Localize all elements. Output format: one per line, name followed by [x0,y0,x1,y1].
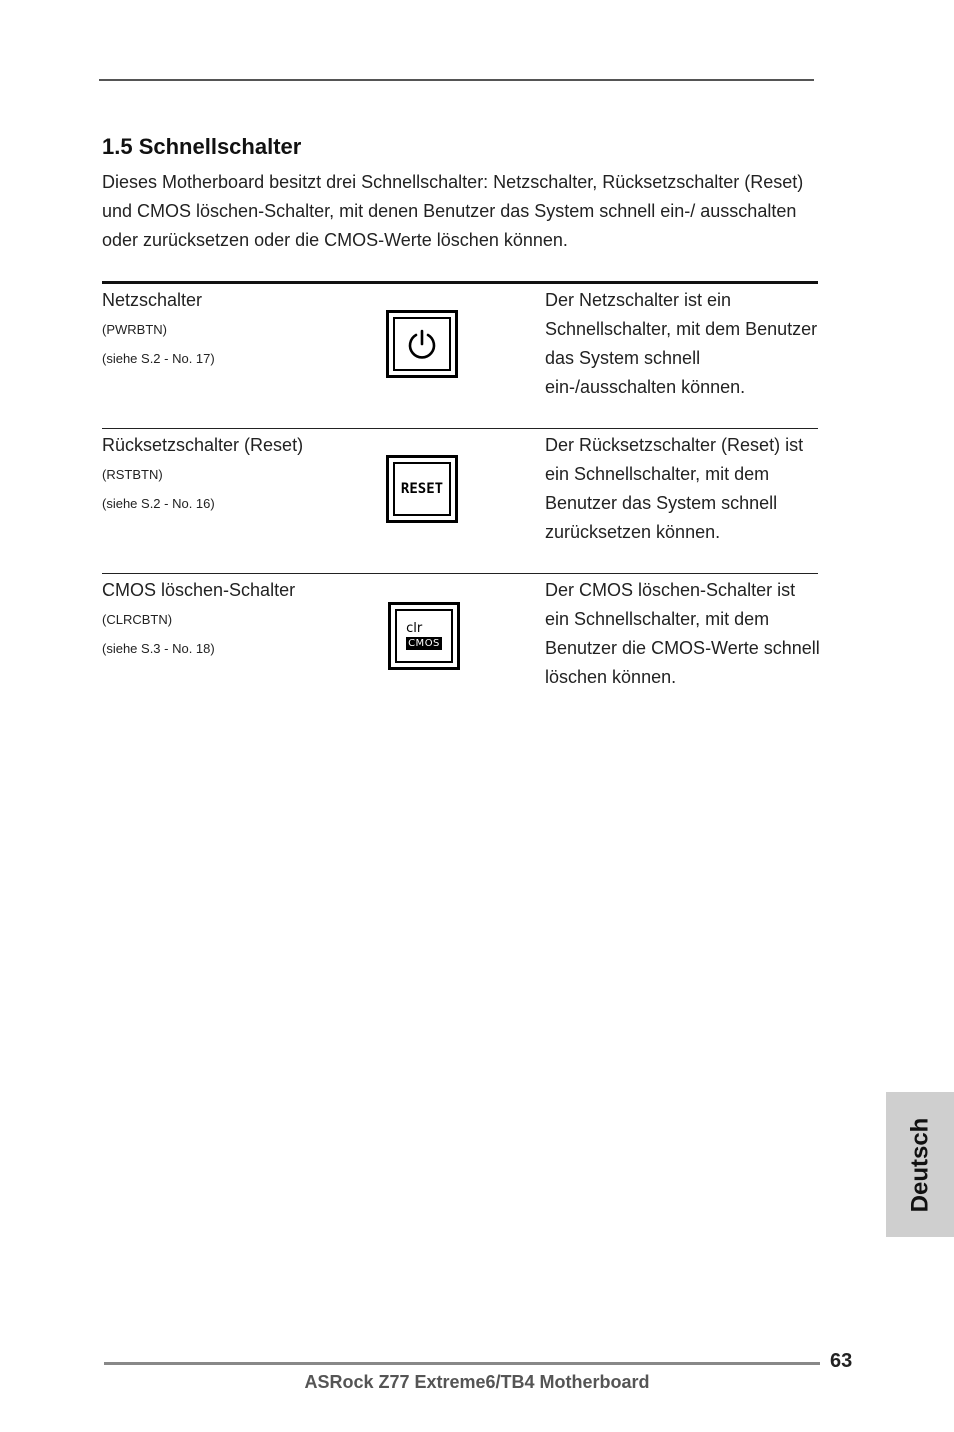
section-intro: Dieses Motherboard besitzt drei Schnellschalter: Netzschalter, Rücksetzschalter (Reset) und CMOS löschen-Schalter, mit denen Benutzer das System schnell ein-/ ausschalten oder zurücksetzen oder die CMOS-Werte löschen können. [102,172,804,250]
switch-row-reset [102,428,818,573]
switch-description: Der CMOS löschen-Schalter ist ein Schnellschalter, mit dem Benutzer die CMOS-Werte schnell löschen können. [545,580,820,687]
switch-reference: (siehe S.3 - No. 18) [102,641,215,656]
switch-name: Netzschalter [102,290,203,310]
switch-name: CMOS löschen-Schalter [102,580,296,600]
switch-name: Rücksetzschalter (Reset) [102,435,304,455]
clear-cmos-icon-top-label: clr [406,621,423,636]
switch-table [102,281,818,718]
footer-product-name: ASRock Z77 Extreme6/TB4 Motherboard [304,1372,650,1392]
section-title: 1.5 Schnellschalter [102,134,302,159]
switch-code: (RSTBTN) [102,467,163,482]
switch-reference: (siehe S.2 - No. 16) [102,496,215,511]
switch-code: (PWRBTN) [102,322,167,337]
switch-description: Der Netzschalter ist ein Schnellschalter, mit dem Benutzer das System schnell ein-/ausschalten können. [545,290,818,397]
clear-cmos-icon [388,602,460,670]
language-tab [886,1092,954,1237]
switch-code: (CLRCBTN) [102,612,173,627]
page-number: 63 [830,1350,853,1372]
reset-icon-label: RESET [400,481,444,497]
switch-description: Der Rücksetzschalter (Reset) ist ein Schnellschalter, mit dem Benutzer das System schnell zurücksetzen können. [545,435,804,542]
switch-row-clear-cmos [102,573,818,718]
clear-cmos-icon-bottom-label: CMOS [408,638,440,649]
switch-reference: (siehe S.2 - No. 17) [102,351,215,366]
bottom-divider [104,1362,820,1365]
top-divider [99,79,814,81]
reset-icon [386,455,458,523]
switch-row-power [102,281,818,428]
power-icon [386,310,458,378]
language-tab-label: Deutsch [906,1117,933,1212]
